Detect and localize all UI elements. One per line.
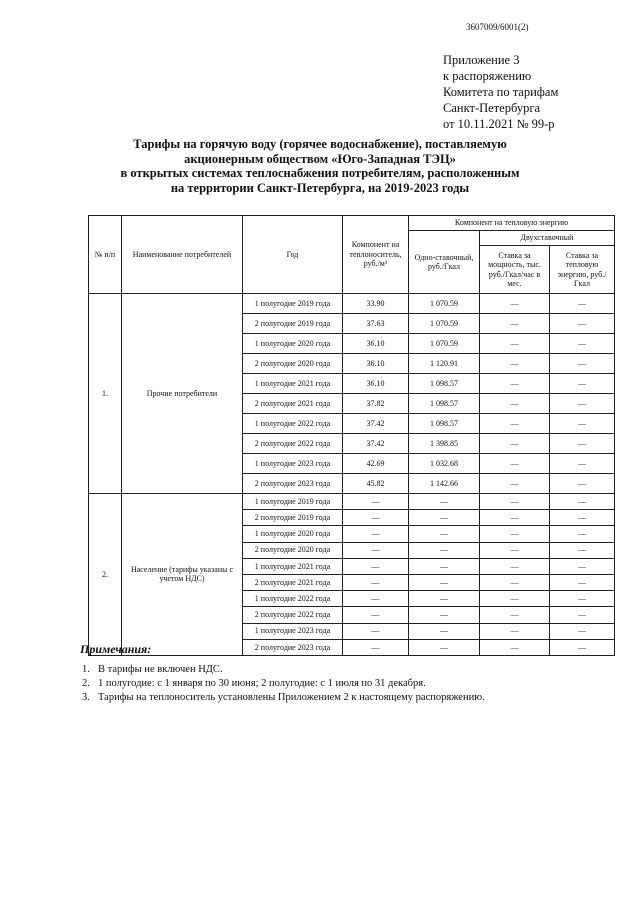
cell-one-rate: — xyxy=(409,591,480,607)
cell-energy-rate: — xyxy=(550,394,615,414)
appendix-line: Приложение 3 xyxy=(443,53,520,67)
note-number: 1. xyxy=(82,664,90,675)
header-consumer: Наименование потребителей xyxy=(122,216,243,294)
row-number: 1. xyxy=(89,294,122,494)
cell-period: 1 полугодие 2021 года xyxy=(243,374,343,394)
cell-one-rate: — xyxy=(409,510,480,526)
cell-period: 1 полугодие 2023 года xyxy=(243,454,343,474)
cell-capacity: — xyxy=(480,526,550,542)
cell-energy-rate: — xyxy=(550,607,615,623)
cell-energy-rate: — xyxy=(550,354,615,374)
cell-capacity: — xyxy=(480,558,550,574)
title-line: Тарифы на горячую воду (горячее водоснабжение), поставляемую xyxy=(133,137,507,151)
cell-energy-rate: — xyxy=(550,454,615,474)
cell-one-rate: — xyxy=(409,607,480,623)
header-num: № п/п xyxy=(89,216,122,294)
cell-energy-rate: — xyxy=(550,623,615,639)
tariff-table xyxy=(88,215,615,656)
cell-energy-rate: — xyxy=(550,334,615,354)
note-item xyxy=(82,663,485,677)
cell-energy-rate: — xyxy=(550,374,615,394)
header-one-rate: Одно-ставочный, руб./Гкал xyxy=(409,231,480,294)
cell-capacity: — xyxy=(480,434,550,454)
cell-capacity: — xyxy=(480,374,550,394)
cell-energy-rate: — xyxy=(550,574,615,590)
header-two-rate: Двухставочный xyxy=(480,231,615,246)
cell-period: 1 полугодие 2020 года xyxy=(243,526,343,542)
note-text: Тарифы на теплоноситель установлены Приложением 2 к настоящему распоряжению. xyxy=(98,692,485,703)
cell-one-rate: — xyxy=(409,574,480,590)
cell-one-rate: — xyxy=(409,623,480,639)
cell-period: 2 полугодие 2023 года xyxy=(243,474,343,494)
cell-carrier: — xyxy=(343,574,409,590)
cell-energy-rate: — xyxy=(550,510,615,526)
cell-period: 1 полугодие 2021 года xyxy=(243,558,343,574)
cell-carrier: — xyxy=(343,526,409,542)
cell-one-rate: 1 032.68 xyxy=(409,454,480,474)
cell-capacity: — xyxy=(480,591,550,607)
cell-one-rate: — xyxy=(409,558,480,574)
appendix-header xyxy=(443,52,558,132)
cell-period: 1 полугодие 2020 года xyxy=(243,334,343,354)
cell-capacity: — xyxy=(480,510,550,526)
note-number: 3. xyxy=(82,692,90,703)
cell-period: 2 полугодие 2022 года xyxy=(243,607,343,623)
cell-energy-rate: — xyxy=(550,558,615,574)
cell-carrier: 33.90 xyxy=(343,294,409,314)
cell-one-rate: — xyxy=(409,542,480,558)
cell-energy-rate: — xyxy=(550,414,615,434)
cell-carrier: 37.82 xyxy=(343,394,409,414)
title-line: в открытых системах теплоснабжения потребителям, расположенным xyxy=(120,166,520,180)
cell-period: 1 полугодие 2019 года xyxy=(243,494,343,510)
cell-capacity: — xyxy=(480,454,550,474)
cell-energy-rate: — xyxy=(550,314,615,334)
document-number: 3607009/6001(2) xyxy=(466,22,529,32)
cell-carrier: 36.10 xyxy=(343,374,409,394)
cell-energy-rate: — xyxy=(550,434,615,454)
consumer-name: Население (тарифы указаны с учетом НДС) xyxy=(122,494,243,656)
header-carrier xyxy=(343,216,409,294)
cell-carrier: — xyxy=(343,494,409,510)
appendix-line: Комитета по тарифам xyxy=(443,85,559,99)
cell-carrier: 37.63 xyxy=(343,314,409,334)
header-energy-rate: Ставка за тепловую энергию, руб./Гкал xyxy=(550,246,615,294)
cell-period: 2 полугодие 2020 года xyxy=(243,542,343,558)
cell-carrier: — xyxy=(343,510,409,526)
notes-list xyxy=(82,663,485,705)
cell-carrier: — xyxy=(343,639,409,655)
cell-one-rate: 1 098.57 xyxy=(409,374,480,394)
cell-capacity: — xyxy=(480,623,550,639)
cell-capacity: — xyxy=(480,314,550,334)
cell-period: 1 полугодие 2022 года xyxy=(243,414,343,434)
header-capacity: Ставка за мощность, тыс. руб./Гкал/час в мес. xyxy=(480,246,550,294)
note-text: 1 полугодие: с 1 января по 30 июня; 2 полугодие: с 1 июля по 31 декабря. xyxy=(98,678,426,689)
cell-carrier: 45.82 xyxy=(343,474,409,494)
tariff-table-body xyxy=(89,294,615,656)
cell-period: 2 полугодие 2020 года xyxy=(243,354,343,374)
appendix-line: к распоряжению xyxy=(443,69,532,83)
cell-carrier: 36.10 xyxy=(343,354,409,374)
cell-period: 2 полугодие 2023 года xyxy=(243,639,343,655)
cell-one-rate: 1 070.59 xyxy=(409,294,480,314)
cell-period: 2 полугодие 2019 года xyxy=(243,510,343,526)
cell-period: 1 полугодие 2023 года xyxy=(243,623,343,639)
cell-capacity: — xyxy=(480,542,550,558)
header-carrier-label: Компонент на теплоноситель, руб./м³ xyxy=(349,240,402,269)
cell-one-rate: 1 120.91 xyxy=(409,354,480,374)
row-number: 2. xyxy=(89,494,122,656)
header-energy: Компонент на тепловую энергию xyxy=(409,216,615,231)
cell-energy-rate: — xyxy=(550,591,615,607)
cell-capacity: — xyxy=(480,574,550,590)
notes-title: Примечания: xyxy=(80,642,152,656)
appendix-line: Санкт-Петербурга xyxy=(443,101,541,115)
cell-carrier: — xyxy=(343,607,409,623)
cell-carrier: — xyxy=(343,558,409,574)
cell-capacity: — xyxy=(480,474,550,494)
note-item xyxy=(82,691,485,705)
note-item xyxy=(82,677,485,691)
cell-one-rate: 1 398.85 xyxy=(409,434,480,454)
note-number: 2. xyxy=(82,678,90,689)
cell-period: 1 полугодие 2022 года xyxy=(243,591,343,607)
cell-period: 2 полугодие 2021 года xyxy=(243,394,343,414)
cell-energy-rate: — xyxy=(550,294,615,314)
appendix-line: от 10.11.2021 № 99-р xyxy=(443,117,555,131)
cell-period: 1 полугодие 2019 года xyxy=(243,294,343,314)
table-row xyxy=(89,294,615,314)
cell-energy-rate: — xyxy=(550,494,615,510)
cell-energy-rate: — xyxy=(550,474,615,494)
cell-period: 2 полугодие 2021 года xyxy=(243,574,343,590)
cell-one-rate: 1 142.66 xyxy=(409,474,480,494)
header-year: Год xyxy=(243,216,343,294)
table-row xyxy=(89,494,615,510)
cell-capacity: — xyxy=(480,607,550,623)
cell-carrier: 42.69 xyxy=(343,454,409,474)
note-text: В тарифы не включен НДС. xyxy=(98,664,223,675)
cell-energy-rate: — xyxy=(550,526,615,542)
cell-period: 2 полугодие 2022 года xyxy=(243,434,343,454)
cell-one-rate: — xyxy=(409,639,480,655)
cell-period: 2 полугодие 2019 года xyxy=(243,314,343,334)
cell-capacity: — xyxy=(480,394,550,414)
cell-carrier: 36.10 xyxy=(343,334,409,354)
cell-one-rate: — xyxy=(409,526,480,542)
cell-one-rate: 1 070.59 xyxy=(409,314,480,334)
cell-one-rate: 1 098.57 xyxy=(409,414,480,434)
cell-capacity: — xyxy=(480,334,550,354)
cell-carrier: 37.42 xyxy=(343,414,409,434)
cell-capacity: — xyxy=(480,294,550,314)
cell-carrier: — xyxy=(343,591,409,607)
cell-capacity: — xyxy=(480,354,550,374)
cell-capacity: — xyxy=(480,414,550,434)
cell-one-rate: 1 098.57 xyxy=(409,394,480,414)
title-line: на территории Санкт-Петербурга, на 2019-2023 годы xyxy=(170,180,470,195)
title-line: акционерным обществом «Юго-Западная ТЭЦ» xyxy=(184,151,456,166)
cell-carrier: — xyxy=(343,623,409,639)
consumer-name: Прочие потребители xyxy=(122,294,243,494)
cell-energy-rate: — xyxy=(550,639,615,655)
cell-capacity: — xyxy=(480,639,550,655)
cell-energy-rate: — xyxy=(550,542,615,558)
cell-capacity: — xyxy=(480,494,550,510)
cell-carrier: — xyxy=(343,542,409,558)
cell-one-rate: — xyxy=(409,494,480,510)
document-title xyxy=(60,137,580,195)
cell-carrier: 37.42 xyxy=(343,434,409,454)
cell-one-rate: 1 070.59 xyxy=(409,334,480,354)
